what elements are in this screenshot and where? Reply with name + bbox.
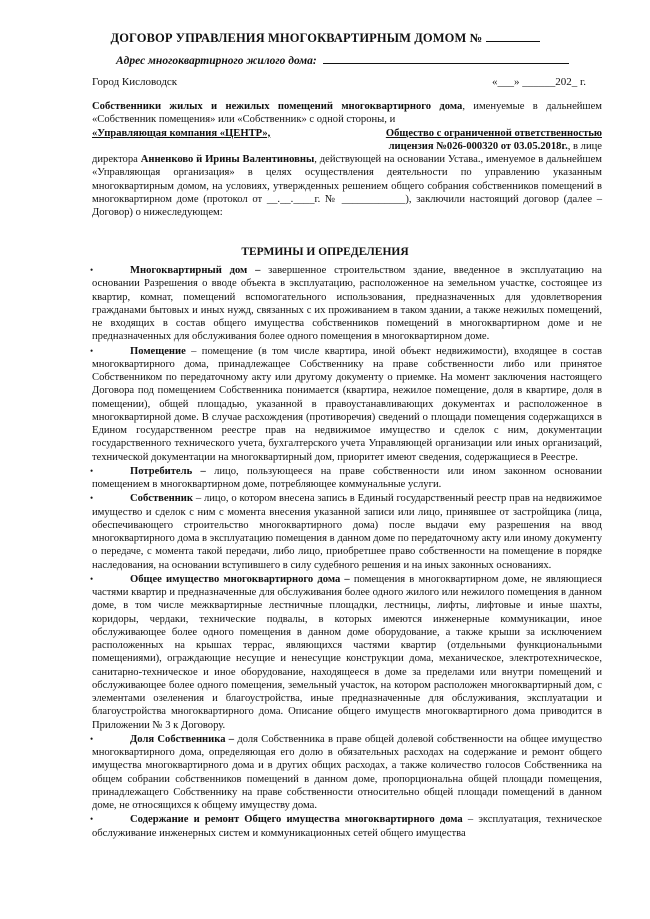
term-item [92,492,602,572]
director-rest: , действующей на основании Устава., именуемое в дальнейшем «Управляющая организация» в целях осуществления деятельности по управлению указанным многоквартирным домом, на условиях, утвержденных решением общего собрания собственников помещений в многоквартирном доме (протокол от __.__.____г. № ____________), заключили настоящий договор (далее – Договор) о нижеследующем: [92,154,602,219]
director-name: Анненково й Ирины Валентиновны [140,154,315,166]
bullet-icon: • [90,733,94,744]
term-item [92,573,602,732]
term-definition: доля Собственника в праве общей долевой собственности на общее имущество многоквартирного дома, определяющая его долю в обязательных расходах на содержание и ремонт общего имущества многоквартирного дома и в других общих расходах, а также количество голосов Собственника на общем собрании собственников помещений в данном доме, пропорциональна общей площади помещения, принадлежащего Собственнику на праве собственности относительно общей площади помещений в данном доме, не относящихся к общему имуществу дома. [92,733,603,811]
term-definition: завершенное строительством здание, введенное в эксплуатацию на основании Разрешения о вводе объекта в эксплуатацию, расположенное на земельном участке, состоящее из квартир, комнат, помещений вспомогательного использования, предназначенных для удовлетворения гражданами бытовых и иных нужд, связанных с их проживанием в таком здании, а также нежилых помещений, не входящих в состав общего имущества собственников помещений в многоквартирном доме и не предназначенных для обслуживания более одного помещения в многоквартирном доме. [92,265,602,343]
term-definition: – лицо, о котором внесена запись в Единый государственный реестр прав на недвижимое имущество и сделок с ним с момента внесения указанной записи или лицо, принявшее от застройщика (лица, обеспечивающего строительство многоквартирного дома) после выдачи ему разрешения на ввод многоквартирного дома в эксплуатацию помещения в данном доме по передаточному акту или иному документу о передаче, с момента такой передачи, либо лицо, приобретшее право собственности на помещение в порядке наследования, на основании вступившего в силу судебного решения и на иных законных основаниях. [92,493,602,571]
term-name: Потребитель – [130,465,206,477]
term-name: Собственник [130,493,193,505]
term-item [92,733,602,813]
address-blank [323,52,569,64]
bullet-icon: • [90,814,94,825]
bullet-icon: • [90,465,94,476]
term-name: Содержание и ремонт Общего имущества многоквартирного дома [130,814,463,826]
owners-bold: Собственники жилых и нежилых помещений многоквартирного дома [92,101,463,112]
license-row [92,140,602,153]
address-label: Адрес многоквартирного жилого дома: [116,55,317,67]
license-tail: , в лице [567,140,602,152]
company-name: «Управляющая компания «ЦЕНТР», [92,127,271,139]
city: Город Кисловодск [92,76,178,88]
bullet-icon: • [90,345,94,356]
section-heading: ТЕРМИНЫ И ОПРЕДЕЛЕНИЯ [241,246,409,258]
director-pre: директора [92,154,141,166]
term-name: Доля Собственника – [130,733,235,745]
director-block [92,153,602,219]
term-item [92,465,602,492]
term-definition: лицо, пользующееся на праве собственности или ином законном основании помещением в многоквартирном доме, потребляющее коммунальные услуги. [92,465,602,490]
term-definition: – эксплуатация, техническое обслуживание инженерных систем и коммуникационных сетей общего имущества [92,814,603,839]
address-line [116,52,569,67]
contract-number-blank [486,30,540,42]
contract-title [0,30,650,46]
company-form: Общество с ограниченной ответственностью [385,127,602,139]
license: лицензия №026-000320 от 03.05.2018г. [388,140,568,152]
contract-date: «___» ______202_ г. [491,76,586,88]
term-name: Общее имущество многоквартирного дома – [130,573,350,585]
intro-paragraph [92,100,602,220]
company-row [92,127,602,140]
term-definition: – помещение (в том числе квартира, иной объект недвижимости), входящее в состав многоквартирного дома, принадлежащее Собственнику на праве собственности либо или принятое Собственником по передаточному акту или другому документу о приемке. На момент заключения настоящего Договора под помещением Собственника понимается (квартира, нежилое помещение, доля в квартире, доля в помещении), общей площадью, указанной в правоустанавливающих документах и расположенное в многоквартирной доме. В случае расхождения (противоречия) сведений о площади помещения содержащихся в Едином государственном реестре прав на недвижимое имущество и сделок с ним, документации государственного технического учета, бухгалтерского учета Управляющей организации или иных организаций, технической документации на многоквартирный дом, приоритет имеют сведения, содержащиеся в Реестре. [92,345,602,463]
owners-rest: , именуемые в дальнейшем «Собственник помещения» или «Собственник» с одной стороны, и [92,101,602,126]
term-item [92,345,602,464]
bullet-icon: • [90,265,94,275]
term-name: Помещение [130,345,186,357]
bullet-icon: • [90,493,94,504]
contract-title-text: ДОГОВОР УПРАВЛЕНИЯ МНОГОКВАРТИРНЫМ ДОМОМ № [110,31,483,45]
terms-list [92,264,602,841]
term-item [92,264,602,344]
bullet-icon: • [90,573,94,584]
term-name: Многоквартирный дом – [130,265,261,276]
term-definition: помещения в многоквартирном доме, не являющиеся частями квартир и предназначенные для обслуживания более одного жилого или нежилого помещения в данном доме, в том числе межквартирные лестничные площадки, лестницы, лифты, лифтовые и иные шахты, коридоры, чердаки, технические подвалы, в которых имеются инженерные коммуникации, иное обслуживающее более одного помещения в данном доме оборудование, а также крыши за исключением расположенных на крышах террас, являющихся частями квартир (отдельными функциональными помещениями), ограждающие несущие и ненесущие конструкции дома, механическое, электротехническое, санитарно-техническое и иное оборудование, находящееся в доме за пределами или внутри помещений и обслуживающее более одного помещения, земельный участок, на котором расположен многоквартирный дом, с элементами озеленения и благоустройства, иные предназначенные для обслуживания, эксплуатации и благоустройства многоквартирного дома. Описание общего имуществ многоквартирного дома приводится в Приложении № 3 к Договору. [92,573,602,731]
term-item [92,813,602,840]
